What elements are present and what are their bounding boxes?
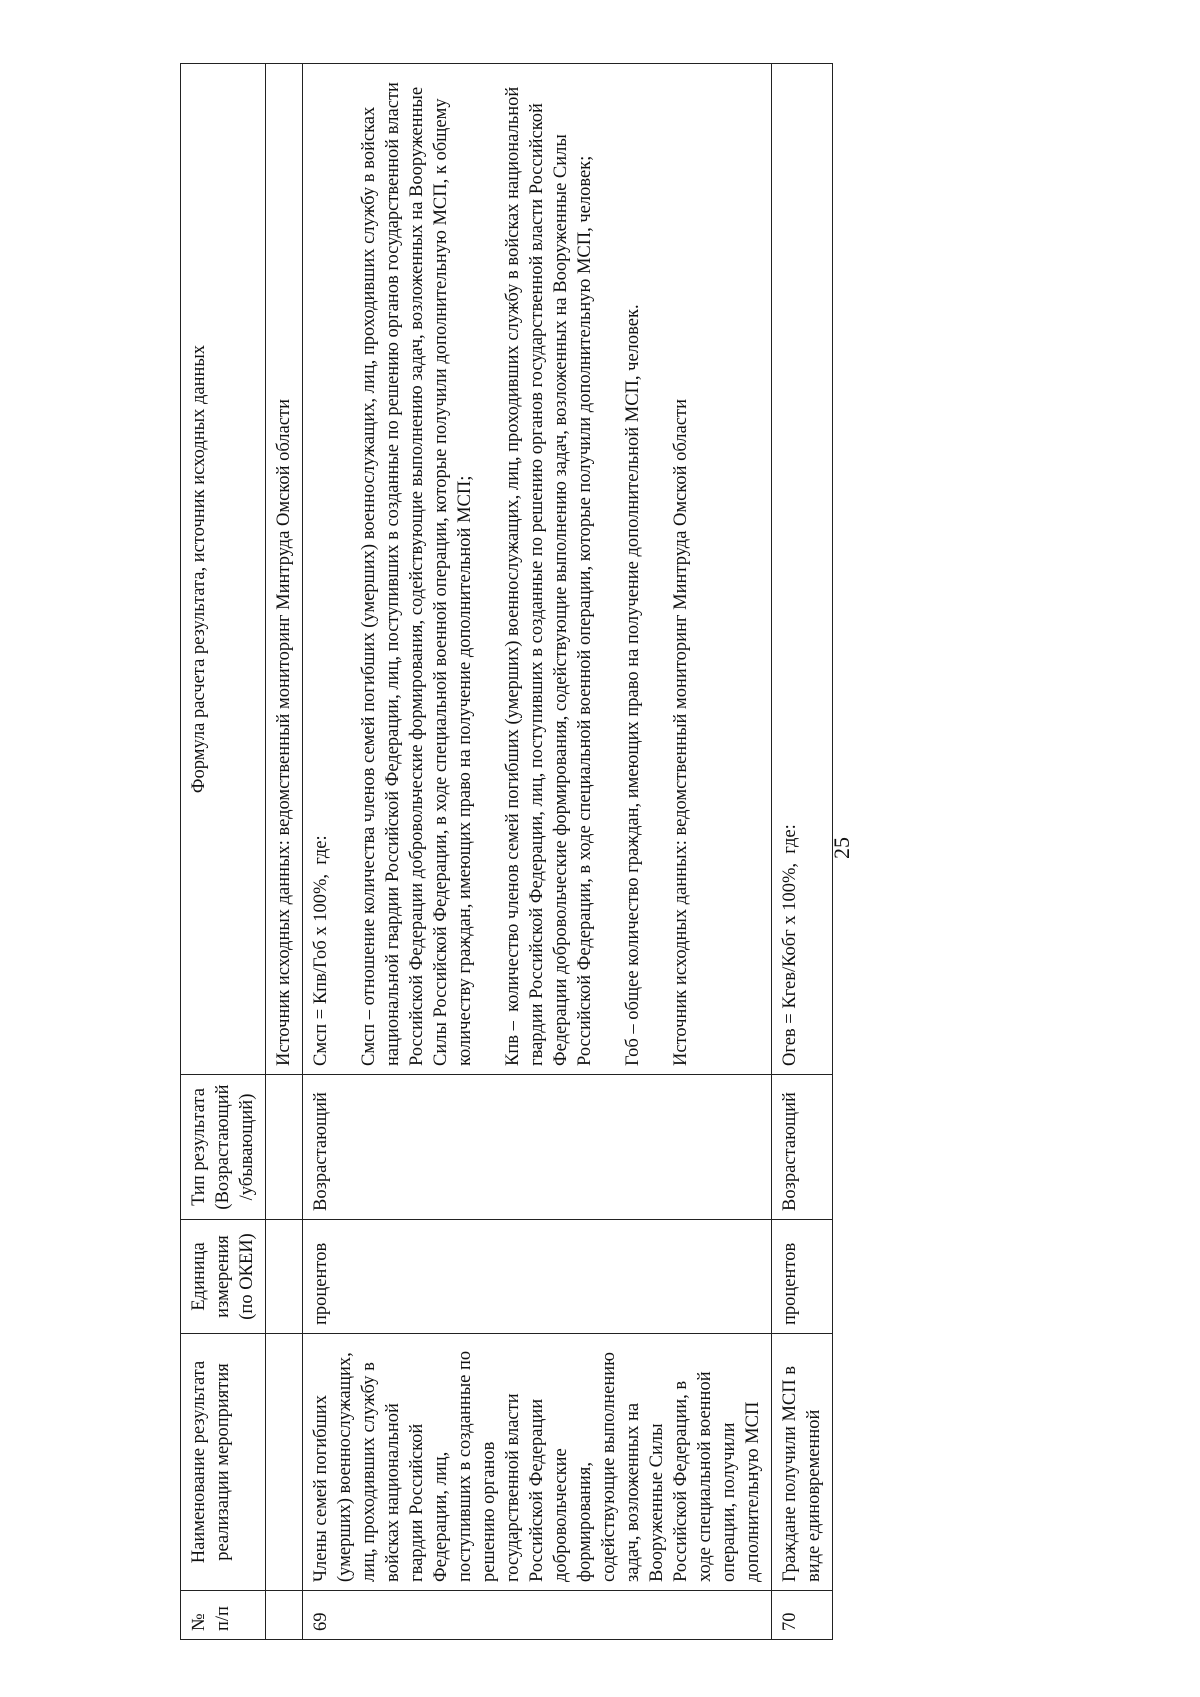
row-type-cell (266, 1075, 303, 1220)
table-row (772, 64, 833, 1640)
rotated-table-frame (180, 64, 1101, 1640)
header-type: Тип результата (Возрастающий /убывающий) (181, 1075, 266, 1220)
formula-definition: Гоб – общее количество граждан, имеющих право на получение дополнительной МСП, человек. (623, 304, 643, 1066)
row-num-cell (266, 1591, 303, 1640)
row-num-cell: 70 (772, 1591, 833, 1640)
row-formula-cell (772, 64, 833, 1075)
row-num-cell: 69 (303, 1591, 772, 1640)
results-table (180, 63, 833, 1640)
row-unit-cell: процентов (772, 1220, 833, 1334)
formula-source: Источник исходных данных: ведомственный мониторинг Минтруда Омской области (274, 399, 294, 1066)
row-unit-cell (266, 1220, 303, 1334)
row-name-cell (266, 1334, 303, 1591)
header-formula: Формула расчета результата, источник исходных данных (181, 64, 266, 1075)
header-unit: Единица измерения (по ОКЕИ) (181, 1220, 266, 1334)
row-name-cell: Члены семей погибших (умерших) военнослужащих, лиц, проходивших службу в войсках национальной гвардии Российской Федерации, лиц, поступивших в созданные по решению органов государственной власти Российской Федерации добровольческие формирования, содействующие выполнению задач, возложенных на Вооруженные Силы Российской Федерации, в ходе специальной военной операции, получили дополнительную МСП (303, 1334, 772, 1591)
formula-definition: Кпв – количество членов семей погибших (умерших) военнослужащих, лиц, проходивших службу в войсках национальной гвардии Российской Федерации, лиц, поступивших в созданные по решению органов государственной власти Российской Федерации добровольческие формирования, содействующие выполнению задач, возложенных на Вооруженные Силы Российской Федерации, в ходе специальной военной операции, которые получили дополнительную МСП, человек; (503, 82, 595, 1066)
row-unit-cell: процентов (303, 1220, 772, 1334)
formula-source: Источник исходных данных: ведомственный мониторинг Минтруда Омской области (671, 399, 691, 1066)
row-type-cell: Возрастающий (772, 1075, 833, 1220)
table-rotation-wrapper (180, 64, 1101, 1640)
row-formula-cell (303, 64, 772, 1075)
header-name: Наименование результата реализации мероприятия (181, 1334, 266, 1591)
table-header-row (181, 64, 266, 1640)
row-name-cell: Граждане получили МСП в виде единовременной (772, 1334, 833, 1591)
formula-expression: Огев = Кгев/Кобг х 100%, где: (780, 824, 800, 1066)
row-formula-cell (266, 64, 303, 1075)
header-num: № п/п (181, 1591, 266, 1640)
page-number: 25 (829, 837, 854, 859)
table-row (303, 64, 772, 1640)
row-type-cell: Возрастающий (303, 1075, 772, 1220)
table-row (266, 64, 303, 1640)
formula-expression: Смсп = Кпв/Гоб х 100%, где: (311, 835, 331, 1066)
formula-definition: Смсп – отношение количества членов семей погибших (умерших) военнослужащих, лиц, проходивших службу в войсках национальной гвардии Российской Федерации, лиц, поступивших в созданные по решению органов государственной власти Российской Федерации добровольческие формирования, содействующие выполнению задач, возложенных на Вооруженные Силы Российской Федерации, в ходе специальной военной операции, которые получили дополнительную МСП, к общему количеству граждан, имеющих право на получение дополнительной МСП; (359, 82, 475, 1066)
